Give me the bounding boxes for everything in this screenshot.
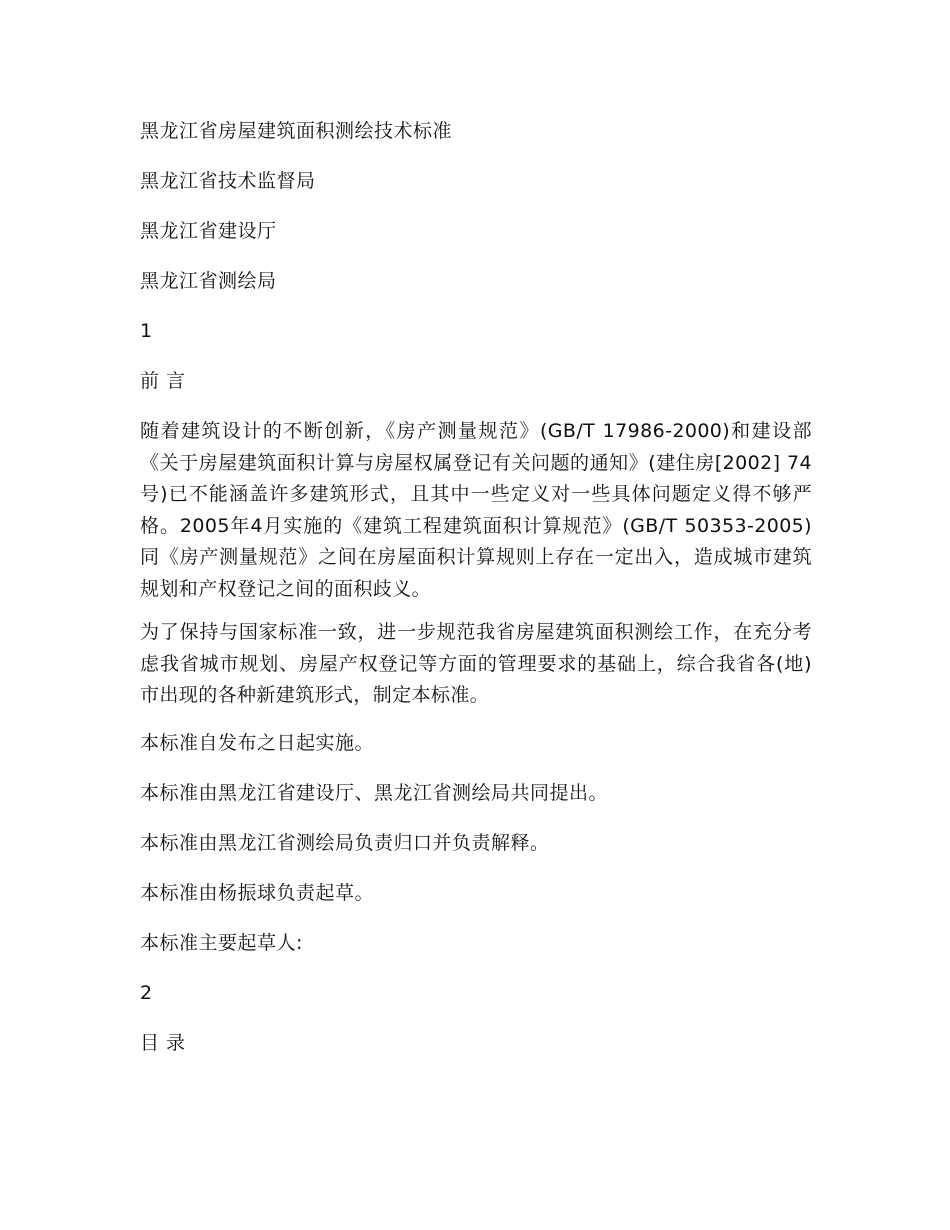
- page-number: 2: [140, 981, 153, 1004]
- statement-main-drafters: 本标准主要起草人:: [140, 931, 303, 954]
- issuer-surveying-bureau: 黑龙江省测绘局: [140, 270, 277, 292]
- preface-paragraph: 随着建筑设计的不断创新，《房产测量规范》(GB/T 17986-2000)和建设部《关于房屋建筑面积计算与房屋权属登记有关问题的通知》(建住房[2002] 74号)已不能涵盖许多建筑形式，且其中一些定义对一些具体问题定义得不够严格。2005年4月实施的《建筑工程建筑面积计算规范》(GB/T 50353-2005)同《房产测量规范》之间在房屋面积计算规则上存在一定出入，造成城市建筑规划和产权登记之间的面积歧义。: [140, 420, 812, 600]
- issuer-construction-department: 黑龙江省建设厅: [140, 220, 277, 242]
- statement-drafter: 本标准由杨振球负责起草。: [140, 881, 375, 904]
- statement-effective-date: 本标准自发布之日起实施。: [140, 731, 375, 754]
- page-number: 1: [140, 320, 153, 342]
- document-body: [140, 112, 812, 1074]
- statement-interpretation: 本标准由黑龙江省测绘局负责归口并负责解释。: [140, 831, 550, 854]
- toc-heading: 目 录: [140, 1031, 186, 1054]
- statement-proposers: 本标准由黑龙江省建设厅、黑龙江省测绘局共同提出。: [140, 781, 609, 804]
- issuer-technical-supervision: 黑龙江省技术监督局: [140, 170, 316, 192]
- preface-paragraph: 为了保持与国家标准一致，进一步规范我省房屋建筑面积测绘工作，在充分考虑我省城市规划、房屋产权登记等方面的管理要求的基础上，综合我省各(地)市出现的各种新建筑形式，制定本标准。: [140, 621, 812, 706]
- document-title: 黑龙江省房屋建筑面积测绘技术标准: [140, 120, 453, 142]
- preface-heading: 前 言: [140, 370, 186, 392]
